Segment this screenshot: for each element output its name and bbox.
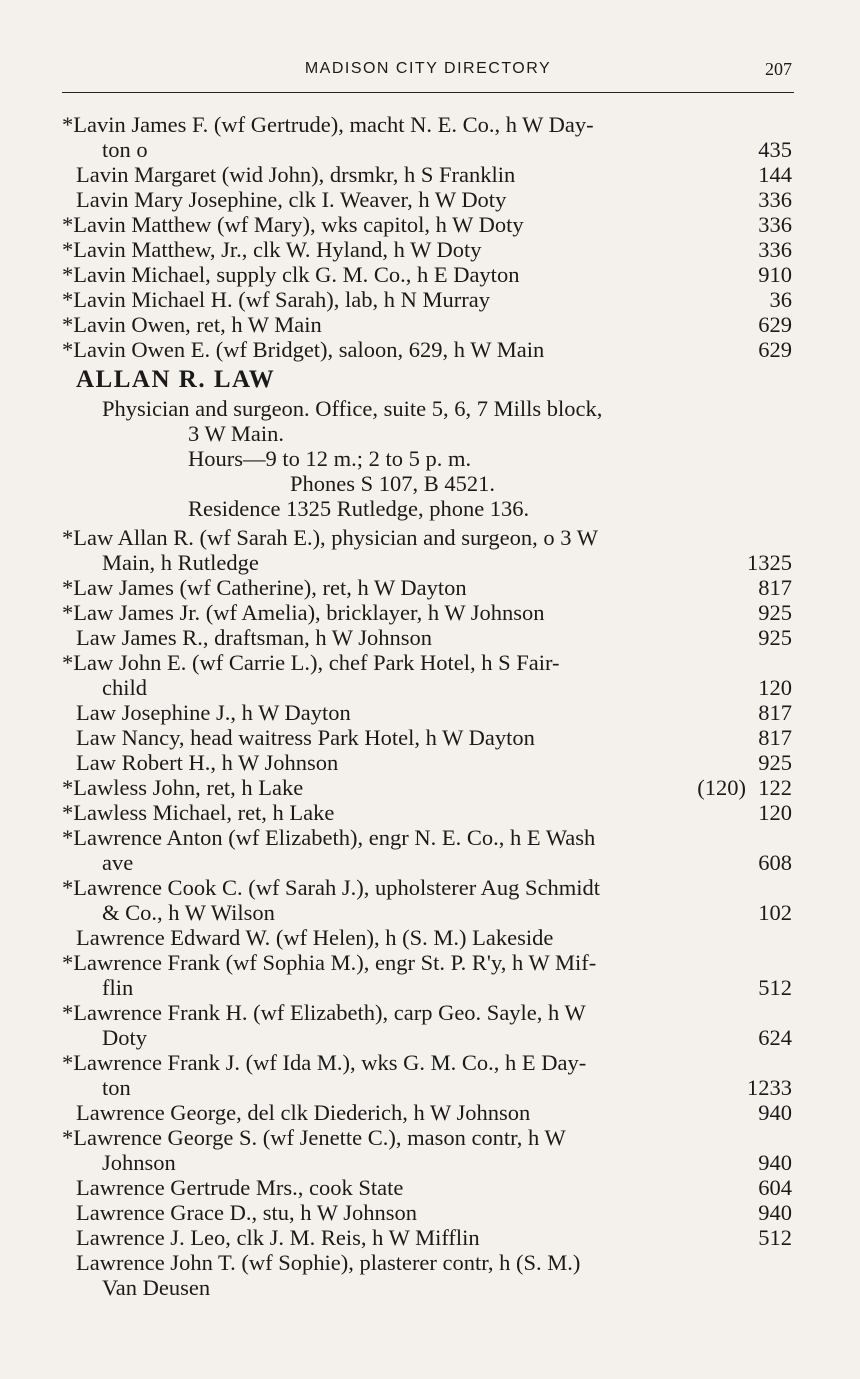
directory-entry bbox=[62, 775, 794, 800]
entry-line bbox=[62, 950, 794, 975]
directory-entry bbox=[62, 700, 794, 725]
entry-text: *Lavin Michael H. (wf Sarah), lab, h N Murray bbox=[62, 287, 490, 312]
page-header bbox=[62, 58, 794, 93]
ad-name: ALLAN R. LAW bbox=[76, 366, 276, 393]
entry-text: Lavin Margaret (wid John), drsmkr, h S Franklin bbox=[76, 162, 516, 187]
entry-text: Main, h Rutledge bbox=[102, 550, 259, 575]
entry-text: Lawrence Gertrude Mrs., cook State bbox=[76, 1175, 404, 1200]
entry-house-number: 122 bbox=[758, 775, 792, 800]
entry-text: Lawrence Grace D., stu, h W Johnson bbox=[76, 1200, 417, 1225]
entry-house-number: 1325 bbox=[747, 550, 792, 575]
entry-house-number: 144 bbox=[758, 162, 792, 187]
entry-line bbox=[62, 875, 794, 900]
entry-text: *Lavin James F. (wf Gertrude), macht N. E. Co., h W Day- bbox=[62, 112, 594, 137]
directory-entry bbox=[62, 1225, 794, 1250]
directory-entry bbox=[62, 1050, 794, 1100]
entry-text: *Lawless Michael, ret, h Lake bbox=[62, 800, 335, 825]
directory-entry bbox=[62, 950, 794, 1000]
directory-entry bbox=[62, 875, 794, 925]
entry-house-number: 336 bbox=[758, 212, 792, 237]
directory-entry bbox=[62, 825, 794, 875]
entry-line bbox=[62, 700, 794, 725]
entry-house-number: 925 bbox=[758, 600, 792, 625]
entry-text: ton bbox=[102, 1075, 131, 1100]
entries-law-lawrence bbox=[62, 525, 794, 1300]
entry-house-number: 120 bbox=[758, 800, 792, 825]
running-title: MADISON CITY DIRECTORY bbox=[304, 60, 552, 77]
entry-line bbox=[62, 1200, 794, 1225]
entry-line bbox=[62, 1225, 794, 1250]
entry-house-number: 102 bbox=[758, 900, 792, 925]
entry-line bbox=[62, 1175, 794, 1200]
entry-text: ave bbox=[102, 850, 134, 875]
entry-house-number: 1233 bbox=[747, 1075, 792, 1100]
entry-text: *Lawless John, ret, h Lake bbox=[62, 775, 304, 800]
entry-previous-number: (120) bbox=[697, 775, 746, 800]
entry-line bbox=[62, 800, 794, 825]
entry-house-number: 435 bbox=[758, 137, 792, 162]
entry-house-number: 817 bbox=[758, 725, 792, 750]
entry-text: Johnson bbox=[102, 1150, 176, 1175]
ad-line-1: Physician and surgeon. Office, suite 5, 6, 7 Mills block, bbox=[102, 396, 603, 421]
entry-line bbox=[62, 575, 794, 600]
entry-line bbox=[62, 162, 794, 187]
advertisement-allan-r-law bbox=[62, 364, 794, 521]
entry-text: Law James R., draftsman, h W Johnson bbox=[76, 625, 433, 650]
entry-house-number: 336 bbox=[758, 237, 792, 262]
entry-text: *Law Allan R. (wf Sarah E.), physician and surgeon, o 3 W bbox=[62, 525, 598, 550]
directory-entry bbox=[62, 187, 794, 212]
entry-line bbox=[62, 1000, 794, 1025]
entry-house-number: 624 bbox=[758, 1025, 792, 1050]
entry-text: *Lawrence Frank J. (wf Ida M.), wks G. M. Co., h E Day- bbox=[62, 1050, 587, 1075]
directory-entry bbox=[62, 575, 794, 600]
entry-text: child bbox=[102, 675, 147, 700]
entry-text: *Law James (wf Catherine), ret, h W Dayton bbox=[62, 575, 467, 600]
directory-entry bbox=[62, 650, 794, 700]
entry-continuation bbox=[62, 1075, 794, 1100]
directory-entry bbox=[62, 237, 794, 262]
entry-house-number: 940 bbox=[758, 1150, 792, 1175]
entry-line bbox=[62, 825, 794, 850]
entry-text: *Lavin Matthew, Jr., clk W. Hyland, h W Doty bbox=[62, 237, 482, 262]
directory-entry bbox=[62, 750, 794, 775]
entry-text: Lawrence Edward W. (wf Helen), h (S. M.) Lakeside bbox=[76, 925, 554, 950]
entry-text: *Lawrence Cook C. (wf Sarah J.), upholsterer Aug Schmidt bbox=[62, 875, 601, 900]
entry-text: *Lawrence Frank (wf Sophia M.), engr St. P. R'y, h W Mif- bbox=[62, 950, 597, 975]
directory-entry bbox=[62, 625, 794, 650]
directory-entry bbox=[62, 337, 794, 362]
entry-continuation bbox=[62, 1275, 794, 1300]
entry-line bbox=[62, 1050, 794, 1075]
entry-text: *Lawrence George S. (wf Jenette C.), mason contr, h W bbox=[62, 1125, 566, 1150]
entry-house-number: 120 bbox=[758, 675, 792, 700]
entry-continuation bbox=[62, 1025, 794, 1050]
entry-text: Lavin Mary Josephine, clk I. Weaver, h W Doty bbox=[76, 187, 507, 212]
entry-continuation bbox=[62, 675, 794, 700]
ad-line-3: Hours—9 to 12 m.; 2 to 5 p. m. bbox=[188, 446, 472, 471]
entry-text: Law Nancy, head waitress Park Hotel, h W Dayton bbox=[76, 725, 535, 750]
directory-entry bbox=[62, 1125, 794, 1175]
entry-house-number: 910 bbox=[758, 262, 792, 287]
entry-continuation bbox=[62, 1150, 794, 1175]
entry-text: *Lavin Owen E. (wf Bridget), saloon, 629, h W Main bbox=[62, 337, 545, 362]
directory-entry bbox=[62, 525, 794, 575]
entry-house-number: 817 bbox=[758, 575, 792, 600]
directory-entry bbox=[62, 287, 794, 312]
entry-line bbox=[62, 525, 794, 550]
entry-continuation bbox=[62, 550, 794, 575]
ad-line-4: Phones S 107, B 4521. bbox=[290, 471, 496, 496]
directory-entry bbox=[62, 1100, 794, 1125]
entry-line bbox=[62, 287, 794, 312]
entry-line bbox=[62, 1125, 794, 1150]
entry-continuation bbox=[62, 137, 794, 162]
entry-line bbox=[62, 262, 794, 287]
directory-entry bbox=[62, 1250, 794, 1300]
entry-house-number: 608 bbox=[758, 850, 792, 875]
entry-text: flin bbox=[102, 975, 134, 1000]
directory-entry bbox=[62, 112, 794, 162]
entry-text: *Lavin Michael, supply clk G. M. Co., h E Dayton bbox=[62, 262, 520, 287]
entry-text: Lawrence George, del clk Diederich, h W Johnson bbox=[76, 1100, 531, 1125]
entry-line bbox=[62, 775, 794, 800]
entry-house-number: 604 bbox=[758, 1175, 792, 1200]
entry-house-number: 817 bbox=[758, 700, 792, 725]
entry-text: *Lavin Owen, ret, h W Main bbox=[62, 312, 322, 337]
entry-text: & Co., h W Wilson bbox=[102, 900, 275, 925]
entry-line bbox=[62, 625, 794, 650]
entry-house-number: 629 bbox=[758, 337, 792, 362]
entry-text: *Lawrence Frank H. (wf Elizabeth), carp Geo. Sayle, h W bbox=[62, 1000, 586, 1025]
entry-line bbox=[62, 650, 794, 675]
entry-house-number: 940 bbox=[758, 1100, 792, 1125]
directory-listing bbox=[62, 112, 794, 1300]
entry-line bbox=[62, 212, 794, 237]
entry-line bbox=[62, 1250, 794, 1275]
directory-entry bbox=[62, 600, 794, 625]
entry-house-number: 629 bbox=[758, 312, 792, 337]
entry-house-number: 36 bbox=[769, 287, 792, 312]
entry-house-number: 925 bbox=[758, 750, 792, 775]
entry-line bbox=[62, 112, 794, 137]
entry-line bbox=[62, 600, 794, 625]
entry-line bbox=[62, 925, 794, 950]
directory-entry bbox=[62, 162, 794, 187]
entry-house-number: 940 bbox=[758, 1200, 792, 1225]
directory-entry bbox=[62, 800, 794, 825]
entry-house-number: 336 bbox=[758, 187, 792, 212]
directory-entry bbox=[62, 1175, 794, 1200]
ad-line-2: 3 W Main. bbox=[188, 421, 285, 446]
directory-entry bbox=[62, 312, 794, 337]
entry-line bbox=[62, 337, 794, 362]
ad-line-5: Residence 1325 Rutledge, phone 136. bbox=[188, 496, 530, 521]
entries-lavin bbox=[62, 112, 794, 362]
page-number: 207 bbox=[765, 59, 792, 79]
entry-line bbox=[62, 187, 794, 212]
entry-line bbox=[62, 237, 794, 262]
entry-text: Lawrence John T. (wf Sophie), plasterer contr, h (S. M.) bbox=[76, 1250, 581, 1275]
entry-house-number: 512 bbox=[758, 1225, 792, 1250]
directory-entry bbox=[62, 262, 794, 287]
entry-text: Van Deusen bbox=[102, 1275, 211, 1300]
entry-text: Lawrence J. Leo, clk J. M. Reis, h W Mifflin bbox=[76, 1225, 480, 1250]
entry-continuation bbox=[62, 850, 794, 875]
entry-line bbox=[62, 725, 794, 750]
entry-text: *Lavin Matthew (wf Mary), wks capitol, h W Doty bbox=[62, 212, 524, 237]
entry-continuation bbox=[62, 900, 794, 925]
entry-text: Doty bbox=[102, 1025, 147, 1050]
entry-house-number: 512 bbox=[758, 975, 792, 1000]
entry-line bbox=[62, 1100, 794, 1125]
entry-text: Law Josephine J., h W Dayton bbox=[76, 700, 351, 725]
entry-text: *Law James Jr. (wf Amelia), bricklayer, h W Johnson bbox=[62, 600, 545, 625]
entry-text: ton o bbox=[102, 137, 148, 162]
entry-text: *Law John E. (wf Carrie L.), chef Park Hotel, h S Fair- bbox=[62, 650, 560, 675]
directory-entry bbox=[62, 725, 794, 750]
entry-text: Law Robert H., h W Johnson bbox=[76, 750, 339, 775]
directory-entry bbox=[62, 925, 794, 950]
entry-continuation bbox=[62, 975, 794, 1000]
directory-entry bbox=[62, 1000, 794, 1050]
entry-text: *Lawrence Anton (wf Elizabeth), engr N. E. Co., h E Wash bbox=[62, 825, 596, 850]
entry-line bbox=[62, 312, 794, 337]
entry-house-number: 925 bbox=[758, 625, 792, 650]
directory-entry bbox=[62, 1200, 794, 1225]
directory-entry bbox=[62, 212, 794, 237]
entry-line bbox=[62, 750, 794, 775]
